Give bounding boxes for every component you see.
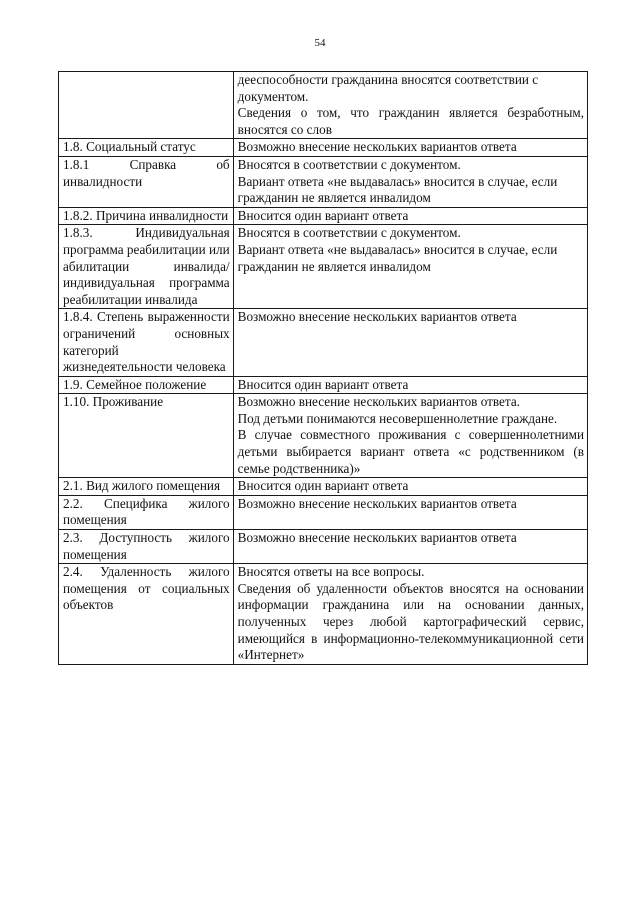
field-name-cell: 2.4. Удаленность жилого помещения от социальных объектов <box>59 564 234 665</box>
instruction-paragraph: Вносятся ответы на все вопросы. <box>237 564 425 580</box>
instruction-paragraph: Возможно внесение нескольких вариантов ответа <box>237 309 517 325</box>
field-name-cell <box>59 72 234 139</box>
field-name-cell: 1.8.3. Индивидуальная программа реабилитации или абилитации инвалида/ индивидуальная программа реабилитации инвалида <box>59 225 234 309</box>
instructions-table <box>58 71 588 665</box>
instruction-paragraph: Возможно внесение нескольких вариантов ответа <box>237 495 517 511</box>
instruction-paragraph: Вариант ответа «не выдавалась» вносится в случае, если гражданин не является инвалидом <box>237 173 558 206</box>
instruction-cell <box>233 225 587 309</box>
field-name-cell: 1.8.1 Справка об инвалидности <box>59 156 234 207</box>
instruction-paragraph: Вносятся в соответствии с документом. <box>237 225 461 241</box>
instruction-paragraph: Вносится один вариант ответа <box>237 478 409 494</box>
field-name-cell: 2.2. Специфика жилого помещения <box>59 495 234 529</box>
instruction-paragraph: Возможно внесение нескольких вариантов ответа <box>237 139 517 155</box>
table-row <box>59 309 588 376</box>
instruction-paragraph: Под детьми понимаются несовершеннолетние граждане. <box>237 410 558 426</box>
instruction-paragraph: Вариант ответа «не выдавалась» вносится в случае, если гражданин не является инвалидом <box>237 241 558 274</box>
field-name-cell: 1.8. Социальный статус <box>59 139 234 157</box>
instruction-paragraph: Возможно внесение нескольких вариантов ответа. <box>237 394 520 410</box>
table-row <box>59 72 588 139</box>
instruction-cell <box>233 478 587 496</box>
instruction-cell <box>233 495 587 529</box>
instruction-cell <box>233 394 587 478</box>
instruction-paragraph: Вносится один вариант ответа <box>237 207 409 223</box>
field-name-cell: 2.1. Вид жилого помещения <box>59 478 234 496</box>
table-row <box>59 376 588 394</box>
table-row <box>59 225 588 309</box>
field-name-cell: 1.10. Проживание <box>59 394 234 478</box>
table-row <box>59 564 588 665</box>
instruction-paragraph: дееспособности гражданина вносятся соответствии с документом. <box>237 72 539 104</box>
instruction-paragraph: Возможно внесение нескольких вариантов ответа <box>237 530 517 546</box>
table-row <box>59 530 588 564</box>
instruction-paragraph: Вносятся в соответствии с документом. <box>237 156 461 172</box>
instruction-cell <box>233 376 587 394</box>
instruction-paragraph: Сведения о том, что гражданин является безработным, вносятся со слов <box>237 105 584 137</box>
instruction-cell <box>233 156 587 207</box>
table-row <box>59 478 588 496</box>
table-row <box>59 207 588 225</box>
table-row <box>59 156 588 207</box>
instruction-paragraph: Сведения об удаленности объектов вносятся на основании информации гражданина или на основании данных, полученных через любой картографический сервис, имеющийся в информационно-телекоммуникационной сети «Интернет» <box>237 580 584 663</box>
instruction-cell <box>233 309 587 376</box>
instruction-cell <box>233 139 587 157</box>
field-name-cell: 1.9. Семейное положение <box>59 376 234 394</box>
table-row <box>59 394 588 478</box>
table-row <box>59 139 588 157</box>
table-row <box>59 495 588 529</box>
field-name-cell: 2.3. Доступность жилого помещения <box>59 530 234 564</box>
instruction-paragraph: Вносится один вариант ответа <box>237 376 409 392</box>
instruction-cell <box>233 207 587 225</box>
page-number: 54 <box>314 37 326 49</box>
field-name-cell: 1.8.4. Степень выраженности ограничений основных категорий жизнедеятельности человека <box>59 309 234 376</box>
instruction-cell <box>233 72 587 139</box>
field-name-cell: 1.8.2. Причина инвалидности <box>59 207 234 225</box>
instruction-cell <box>233 530 587 564</box>
instruction-cell <box>233 564 587 665</box>
instruction-paragraph: В случае совместного проживания с совершеннолетними детьми выбирается вариант ответа «с родственником (в семье родственника)» <box>237 427 584 476</box>
